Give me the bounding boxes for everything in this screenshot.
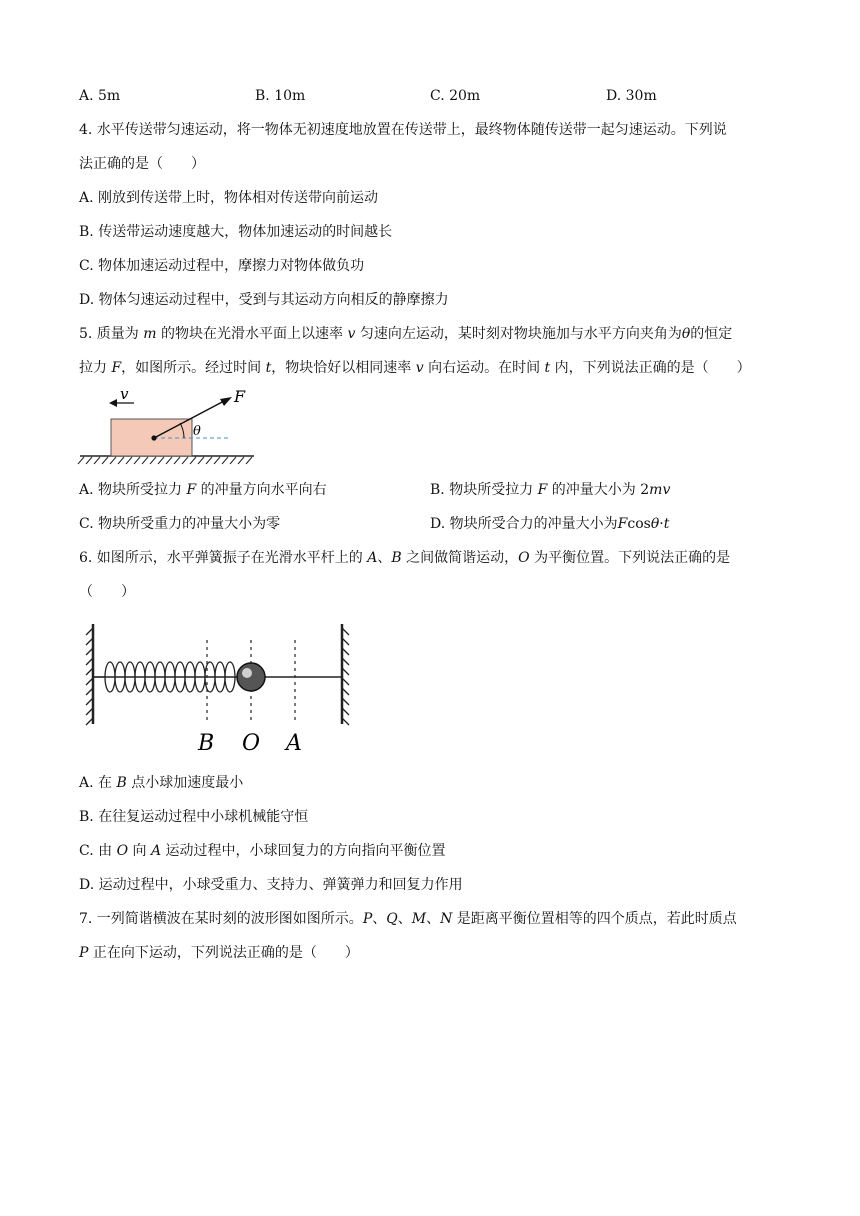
label-A: A	[286, 731, 302, 754]
q5-stem-line2: 拉力 F，如图所示。经过时间 t，物块恰好以相同速率 v 向右运动。在时间 t 内，下列说法正确的是（ ）	[79, 360, 751, 376]
q7-stem-line1: 7. 一列简谐横波在某时刻的波形图如图所示。P、Q、M、N 是距离平衡位置相等的四个质点，若此时质点	[79, 911, 737, 927]
label-B: B	[198, 731, 215, 754]
q3-option-c: C. 20m	[430, 88, 481, 104]
q3-option-a: A. 5m	[79, 88, 121, 104]
q3-option-d: D. 30m	[606, 88, 657, 104]
q6-option-a: A. 在 B 点小球加速度最小	[79, 775, 244, 791]
q4-stem-line2: 法正确的是（ ）	[79, 156, 205, 172]
velocity-arrowhead	[109, 399, 117, 407]
oscillator-ball	[237, 663, 265, 691]
q5-option-c: C. 物块所受重力的冲量大小为零	[79, 516, 281, 532]
label-O: O	[242, 731, 261, 754]
q5-block-figure	[76, 386, 260, 466]
q7-stem-line2: P 正在向下运动，下列说法正确的是（ ）	[79, 945, 359, 961]
q4-option-d: D. 物体匀速运动过程中，受到与其运动方向相反的静摩擦力	[79, 292, 449, 308]
q6-spring-figure	[80, 618, 356, 754]
q4-option-b: B. 传送带运动速度越大，物体加速运动的时间越长	[79, 224, 393, 240]
ground-hatching	[78, 457, 252, 464]
label-theta: θ	[193, 424, 201, 439]
q5-option-b: B. 物块所受拉力 F 的冲量大小为 2mv	[430, 482, 671, 498]
label-F: F	[234, 387, 246, 406]
label-v: v	[120, 386, 129, 403]
q6-stem-line2: （ ）	[79, 584, 135, 600]
q4-stem-line1: 4. 水平传送带匀速运动，将一物体无初速度地放置在传送带上，最终物体随传送带一起匀速运动。下列说	[79, 122, 727, 138]
force-arrowhead	[220, 397, 232, 406]
q4-option-c: C. 物体加速运动过程中，摩擦力对物体做负功	[79, 258, 365, 274]
q6-option-c: C. 由 O 向 A 运动过程中，小球回复力的方向指向平衡位置	[79, 843, 446, 859]
q6-stem-line1: 6. 如图所示，水平弹簧振子在光滑水平杆上的 A、B 之间做简谐运动，O 为平衡位置。下列说法正确的是	[79, 550, 731, 566]
q3-option-b: B. 10m	[255, 88, 306, 104]
q5-stem-line1: 5. 质量为 m 的物块在光滑水平面上以速率 v 匀速向左运动，某时刻对物块施加与水平方向夹角为θ的恒定	[79, 326, 733, 342]
ball-highlight	[242, 668, 252, 678]
q6-option-d: D. 运动过程中，小球受重力、支持力、弹簧弹力和回复力作用	[79, 877, 463, 893]
q5-option-a: A. 物块所受拉力 F 的冲量方向水平向右	[79, 482, 327, 498]
q6-option-b: B. 在往复运动过程中小球机械能守恒	[79, 809, 309, 825]
q4-option-a: A. 刚放到传送带上时，物体相对传送带向前运动	[79, 190, 379, 206]
q5-option-d: D. 物块所受合力的冲量大小为Fcosθ·t	[430, 516, 670, 532]
